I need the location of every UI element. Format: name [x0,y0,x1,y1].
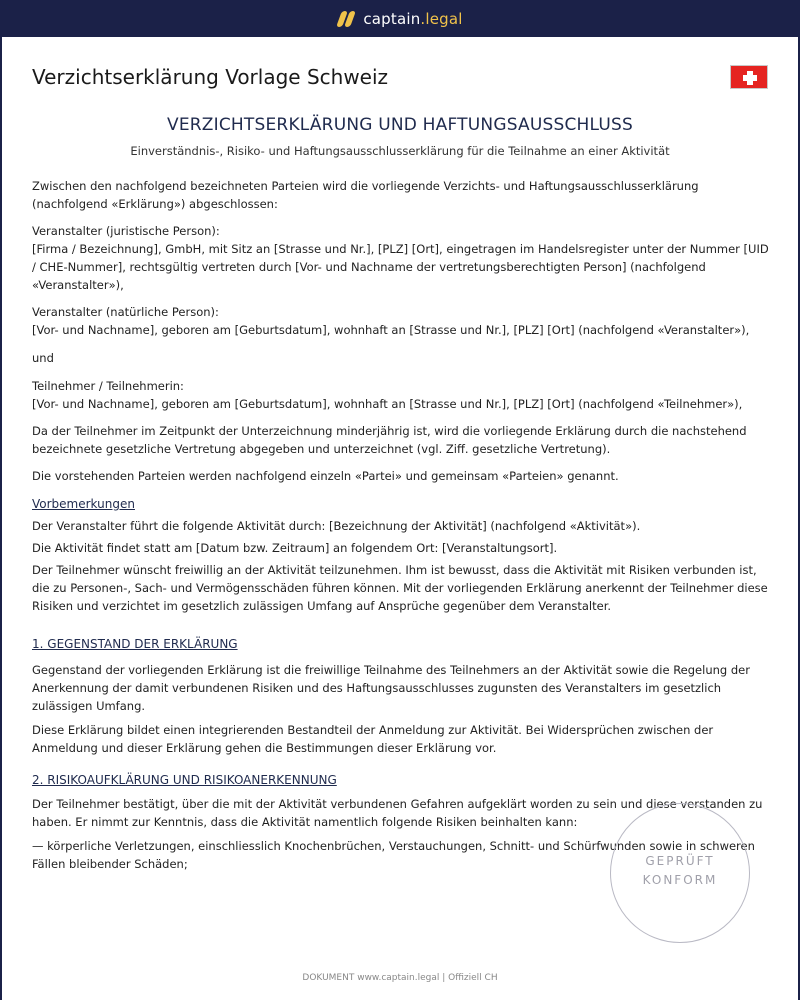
prelim-heading: Vorbemerkungen [32,497,135,511]
document-footer: DOKUMENT www.captain.legal | Offiziell CH [302,973,498,983]
organizer-legal-text: [Firma / Bezeichnung], GmbH, mit Sitz an [Strasse und Nr.], [PLZ] [Ort], eingetragen im Handelsregister unter der Nummer [UID / CHE-Nummer], rechtsgültig vertreten durch [Vor- und Nachname der vertretungsberechtigten Person] (nachfolgend «Veranstalter»), [32,242,769,292]
section-2-paragraph-1: Der Teilnehmer bestätigt, über die mit der Aktivität verbundenen Gefahren aufgeklärt worden zu sein und diese verstanden zu haben. Er nimmt zur Kenntnis, dass die Aktivität namentlich folgende Risiken beinhalten kann: [32,797,763,829]
document-body [32,177,772,873]
section-1-paragraph-1: Gegenstand der vorliegenden Erklärung ist die freiwillige Teilnahme des Teilnehmers an der Aktivität sowie die Regelung der Anerkennung der damit verbundenen Risiken und des Haftungsausschlusses zugunsten des Veranstalters im gesetzlich zulässigen Umfang. [32,663,750,713]
prelim-paragraph-1: Der Veranstalter führt die folgende Aktivität durch: [Bezeichnung der Aktivität] (nachfolgend «Aktivität»). [32,519,641,533]
main-heading: VERZICHTSERKLÄRUNG UND HAFTUNGSAUSSCHLUSS [167,115,633,135]
subheading: Einverständnis-, Risiko- und Haftungsausschlusserklärung für die Teilnahme an einer Aktivität [130,144,670,158]
swiss-flag-icon [730,65,768,89]
brand-logo[interactable] [337,10,462,28]
stamp-line-2: KONFORM [642,873,718,887]
section-1-heading: 1. GEGENSTAND DER ERKLÄRUNG [32,637,238,651]
prelim-paragraph-3: Der Teilnehmer wünscht freiwillig an der Aktivität teilzunehmen. Ihm ist bewusst, dass die Aktivität mit Risiken verbunden ist, die zu Personen-, Sach- und Vermögensschäden führen können. Mit der vorliegenden Erklärung anerkennt der Teilnehmer diese Risiken und verzichtet im gesetzlich zulässigen Umfang auf Ansprüche gegenüber dem Veranstalter. [32,563,768,613]
document-page [2,37,798,1000]
organizer-natural-label: Veranstalter (natürliche Person): [32,305,219,319]
participant-label: Teilnehmer / Teilnehmerin: [32,379,184,393]
parties-paragraph: Die vorstehenden Parteien werden nachfolgend einzeln «Partei» und gemeinsam «Parteien» genannt. [32,469,619,483]
section-2-heading: 2. RISIKOAUFKLÄRUNG UND RISIKOANERKENNUNG [32,773,337,787]
and-text: und [32,351,54,365]
prelim-paragraph-2: Die Aktivität findet statt am [Datum bzw. Zeitraum] an folgendem Ort: [Veranstaltungsort]. [32,541,558,555]
document-title: Verzichtserklärung Vorlage Schweiz [32,65,389,89]
organizer-natural-text: [Vor- und Nachname], geboren am [Geburtsdatum], wohnhaft an [Strasse und Nr.], [PLZ] [Ort] (nachfolgend «Veranstalter»), [32,323,750,337]
top-bar [0,0,800,37]
intro-paragraph: Zwischen den nachfolgend bezeichneten Parteien wird die vorliegende Verzichts- und Haftungsausschlusserklärung (nachfolgend «Erklärung») abgeschlossen: [32,179,699,211]
section-1-paragraph-2: Diese Erklärung bildet einen integrierenden Bestandteil der Anmeldung zur Aktivität. Bei Widersprüchen zwischen der Anmeldung und dieser Erklärung gehen die Bestimmungen dieser Erklärung vor. [32,723,714,755]
brand-name [363,10,462,28]
minor-paragraph: Da der Teilnehmer im Zeitpunkt der Unterzeichnung minderjährig ist, wird die vorliegende Erklärung durch die nachstehend bezeichnete gesetzliche Vertretung abgegeben und unterzeichnet (vgl. Ziff. gesetzliche Vertretung). [32,424,747,456]
brand-name-tld: .legal [420,9,463,28]
brand-name-main: captain [363,9,421,28]
title-row [32,65,768,95]
stamp-line-1: GEPRÜFT [645,854,715,868]
organizer-legal-label: Veranstalter (juristische Person): [32,224,220,238]
section-2-paragraph-2: — körperliche Verletzungen, einschliesslich Knochenbrüchen, Verstauchungen, Schnitt- und Schürfwunden sowie in schweren Fällen bleibender Schäden; [32,839,755,871]
approval-stamp [610,803,750,943]
double-slash-logo-icon [337,11,355,27]
participant-text: [Vor- und Nachname], geboren am [Geburtsdatum], wohnhaft an [Strasse und Nr.], [PLZ] [Ort] (nachfolgend «Teilnehmer»), [32,397,743,411]
